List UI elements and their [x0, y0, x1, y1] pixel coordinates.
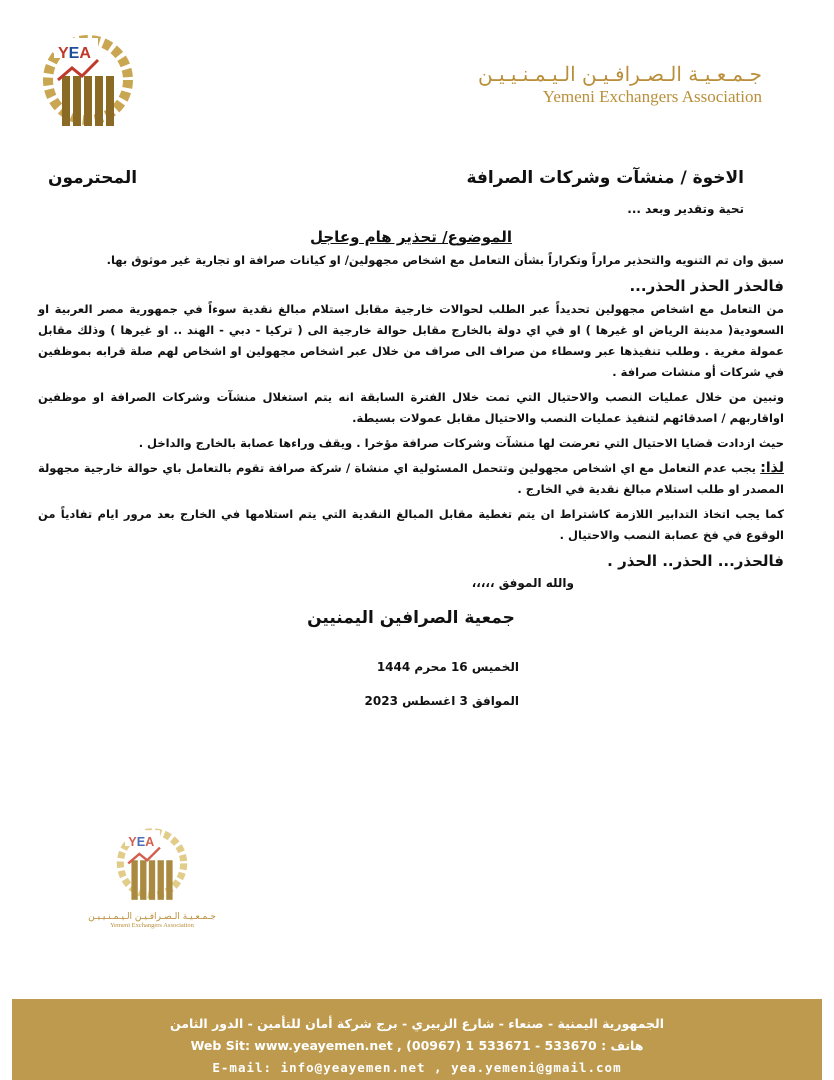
svg-text:YEA: YEA [128, 835, 155, 849]
subject: الموضوع/ تحذير هام وعاجل [309, 228, 513, 246]
addressee: الاخوة / منشآت وشركات الصرافة [466, 168, 744, 188]
stamp-caption-arabic: جـمـعـيـة الـصـرافـيـن الـيـمـنـيـيـن [88, 912, 216, 922]
letterhead [478, 62, 762, 107]
stamp-logo [114, 822, 190, 908]
paragraph-4-text: يجب عدم التعامل مع اي اشخاص مجهولين وتتحمل المسئولية اي منشاة / شركة صرافة تقوم بالتعامل باي حوالة خارجية مجهولة المصدر او طلب استلام مبالغ نقدية في الخارج . [38, 461, 784, 496]
stamp-caption [86, 912, 218, 929]
footer-web: Web Sit: www.yeayemen.net , (00967) 1 533671 - 533670 : هاتف [190, 1038, 644, 1053]
stamp-caption-english: Yemeni Exchangers Association [110, 922, 194, 929]
honorific: المحترمون [48, 168, 138, 188]
association-logo [40, 28, 136, 136]
paragraph-2: وتبين من خلال عمليات النصب والاحتيال التي تمت خلال الفترة السابقة انه يتم استغلال منشآت وشركات الصرافة او موظفين اواقاربهم / اصدقائهم لتنفيذ عمليات النصب والاحتيال مقابل عمولات بسيطة. [38, 390, 784, 425]
paragraph-1: من التعامل مع اشخاص مجهولين تحديداً عبر الطلب لحوالات خارجية مقابل استلام مبالغ نقدية سوءاً في جمهورية مصر العربية او السعودية( مدينة الرياض او غيرها ) او في اي دولة بالخارج مقابل حوالة خارجية الى ( تركيا - دبي - الهند .. او غيرها ) وذلك مقابل عمولة مغرية . وطلب تنفيذها عبر وسطاء من صراف الى صراف من خلال عبر اشخاص مجهولين او اشخاص لهم صلة قرابه بموظفين في شركات أو منشات صرافة . [38, 302, 784, 379]
paragraph-5: كما يجب اتخاذ التدابير اللازمة كاشتراط ان يتم تغطية مقابل المبالغ النقدية التي يتم استلامها في الخارج بعد مرور ايام تفادياً من الوقوع في فخ عصابة النصب والاحتيال . [38, 507, 784, 542]
footer-address: الجمهورية اليمنية - صنعاء - شارع الزبيري - برج شركة أمان للتأمين - الدور الثامن [169, 1016, 665, 1031]
intro-paragraph: سبق وان تم التنويه والتحذير مراراً وتكراراً بشأن التعامل مع اشخاص مجهولين/ او كيانات صرافة او تجارية غير موثوق بها. [106, 253, 784, 267]
svg-text:YEA: YEA [58, 45, 91, 62]
footer [12, 999, 822, 1080]
closing: والله الموفق ،،،،، [471, 576, 574, 590]
signature: جمعية الصرافين اليمنيين [307, 608, 515, 628]
letter-body [38, 168, 784, 708]
paragraph-4 [38, 458, 784, 500]
org-name-english: Yemeni Exchangers Association [542, 87, 762, 106]
date-gregorian: الموافق 3 اغسطس 2023 [364, 694, 519, 708]
paragraph-3: حيث ازدادت قضايا الاحتيال التي تعرضت لها منشآت وشركات صرافة مؤخرا . ويقف وراءها عصابة بالخارج والداخل . [138, 436, 784, 450]
warning-closing: فالحذر... الحذر.. الحذر . [607, 552, 784, 570]
lead-word: لذا: [760, 460, 784, 476]
greeting: تحية وتقدير وبعد ... [627, 202, 744, 216]
addressee-line [38, 168, 784, 188]
date-hijri: الخميس 16 محرم 1444 [376, 660, 519, 674]
footer-email: E-mail: info@yeayemen.net , yea.yemeni@gmail.com [212, 1060, 622, 1075]
warning-heading: فالحذر الحذر الحذر... [629, 277, 784, 295]
org-name-arabic: جـمـعـيـة الـصـرافـيـن الـيـمـنـيـيـن [477, 62, 762, 86]
subject-line [38, 228, 784, 246]
